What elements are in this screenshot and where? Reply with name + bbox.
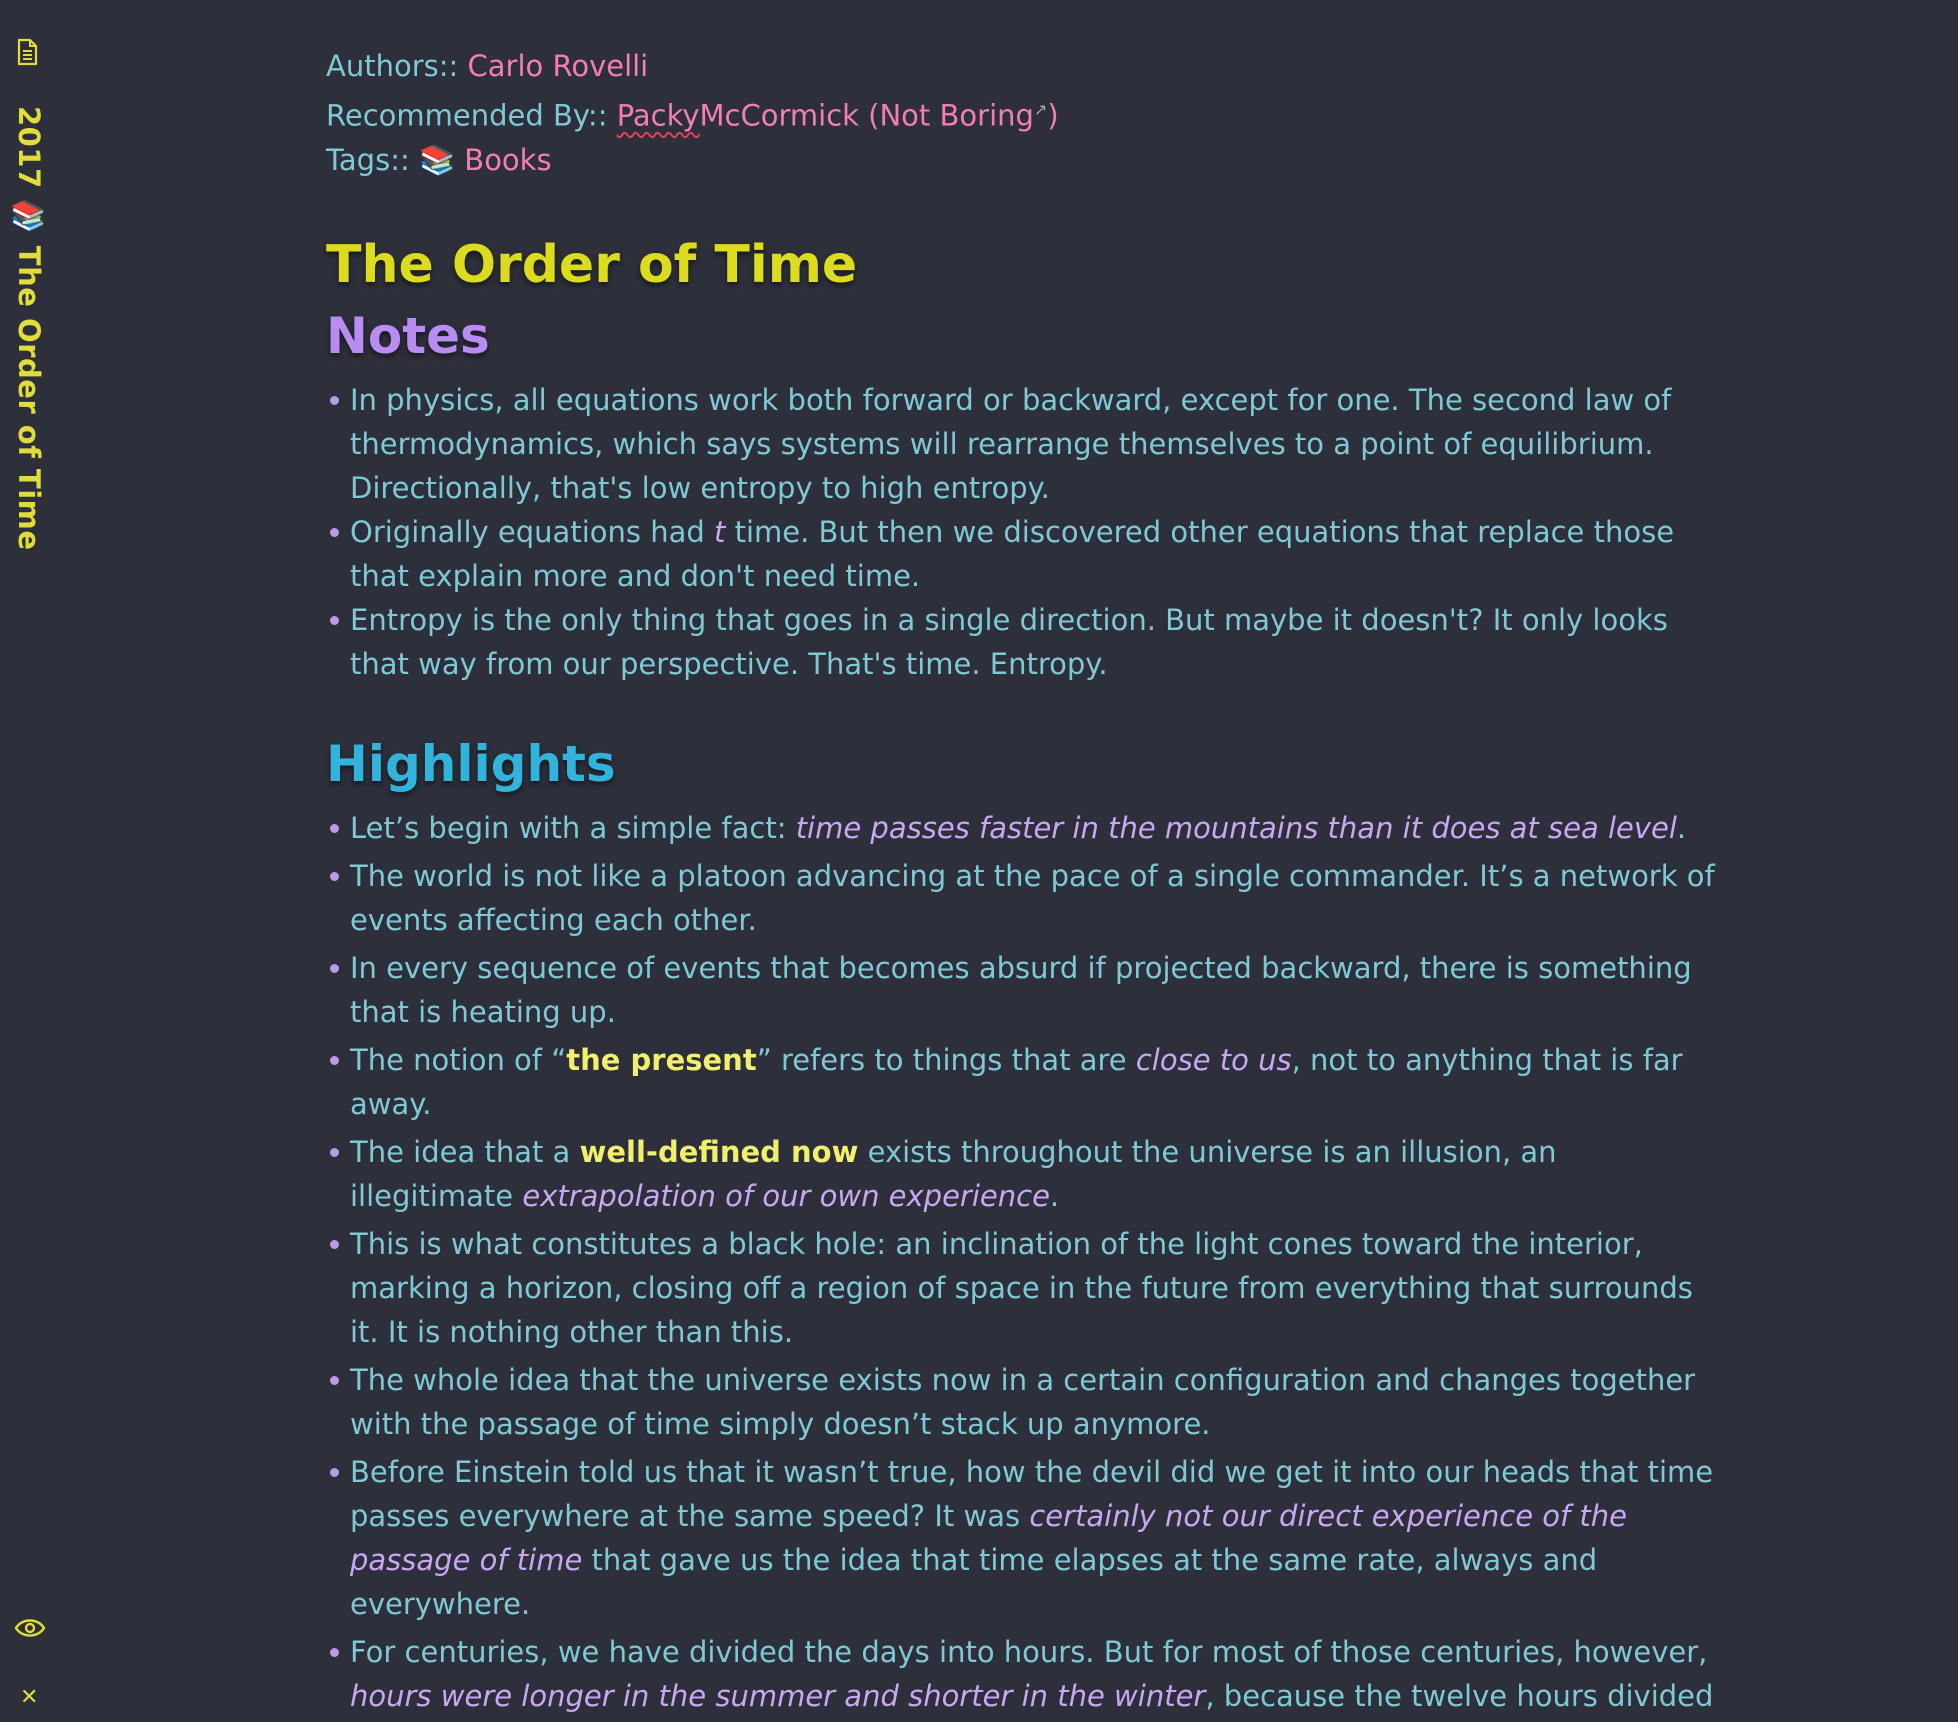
page-title: The Order of Time — [326, 234, 858, 295]
close-icon[interactable]: ✕ — [20, 1685, 39, 1710]
recommender-first-name[interactable]: Packy — [616, 98, 700, 133]
recommended-label: Recommended By:: — [326, 98, 608, 133]
source-link[interactable]: Not Boring — [879, 98, 1034, 133]
authors-label: Authors:: — [326, 49, 459, 83]
recommender-last-name[interactable]: McCormick — [699, 98, 859, 133]
tags-row — [326, 138, 1726, 182]
list-item: In physics, all equations work both forward or backward, except for one. The second law of thermodynamics, which says systems will rearrange themselves to a point of equilibrium. Directionally, that's low entropy to high entropy. — [326, 378, 1726, 510]
list-item: Entropy is the only thing that goes in a single direction. But maybe it doesn't? It only looks that way from our perspective. That's time. Entropy. — [326, 598, 1726, 686]
list-item: Let’s begin with a simple fact: time passes faster in the mountains than it does at sea level. — [326, 806, 1726, 850]
author-link[interactable]: Carlo Rovelli — [467, 49, 649, 83]
highlights-heading: Highlights — [326, 734, 616, 793]
tag-link[interactable]: Books — [464, 142, 552, 177]
list-item: The world is not like a platoon advancing at the pace of a single commander. It’s a network of events affecting each other. — [326, 854, 1726, 942]
note-content — [326, 44, 1726, 1722]
list-item: For centuries, we have divided the days into hours. But for most of those centuries, however, hours were longer in the summer and shorter in the winter, because the twelve hours divided — [326, 1630, 1726, 1718]
notes-heading: Notes — [326, 306, 490, 365]
highlights-list — [326, 806, 1726, 1718]
recommended-row — [326, 88, 1726, 138]
list-item: In every sequence of events that becomes absurd if projected backward, there is something that is heating up. — [326, 946, 1726, 1034]
external-link-icon: ↗ — [1033, 100, 1048, 119]
list-item: Before Einstein told us that it wasn’t true, how the devil did we get it into our heads that time passes everywhere at the same speed? It was certainly not our direct experience of the passage of time that gave us the idea that time elapses at the same rate, always and everywhere. — [326, 1450, 1726, 1626]
list-item: The whole idea that the universe exists now in a certain configuration and changes together with the passage of time simply doesn’t stack up anymore. — [326, 1358, 1726, 1446]
document-icon[interactable] — [16, 38, 38, 66]
sidebar — [0, 0, 56, 1710]
notes-list — [326, 378, 1726, 686]
list-item: Originally equations had t time. But then we discovered other equations that replace those that explain more and don't need time. — [326, 510, 1726, 598]
authors-row — [326, 44, 1726, 88]
books-emoji-icon: 📚 — [418, 142, 456, 177]
list-item: The notion of “the present” refers to things that are close to us, not to anything that is far away. — [326, 1038, 1726, 1126]
eye-icon[interactable] — [14, 1616, 46, 1640]
tags-label: Tags:: — [326, 142, 410, 177]
paren-open: ( — [868, 98, 880, 133]
metadata — [326, 44, 1726, 182]
list-item: The idea that a well-defined now exists throughout the universe is an illusion, an illegitimate extrapolation of our own experience. — [326, 1130, 1726, 1218]
paren-close: ) — [1047, 98, 1059, 133]
vertical-page-title[interactable]: 2017 📚 The Order of Time — [12, 106, 46, 551]
list-item: This is what constitutes a black hole: an inclination of the light cones toward the interior, marking a horizon, closing off a region of space in the future from everything that surrounds it. It is nothing other than this. — [326, 1222, 1726, 1354]
